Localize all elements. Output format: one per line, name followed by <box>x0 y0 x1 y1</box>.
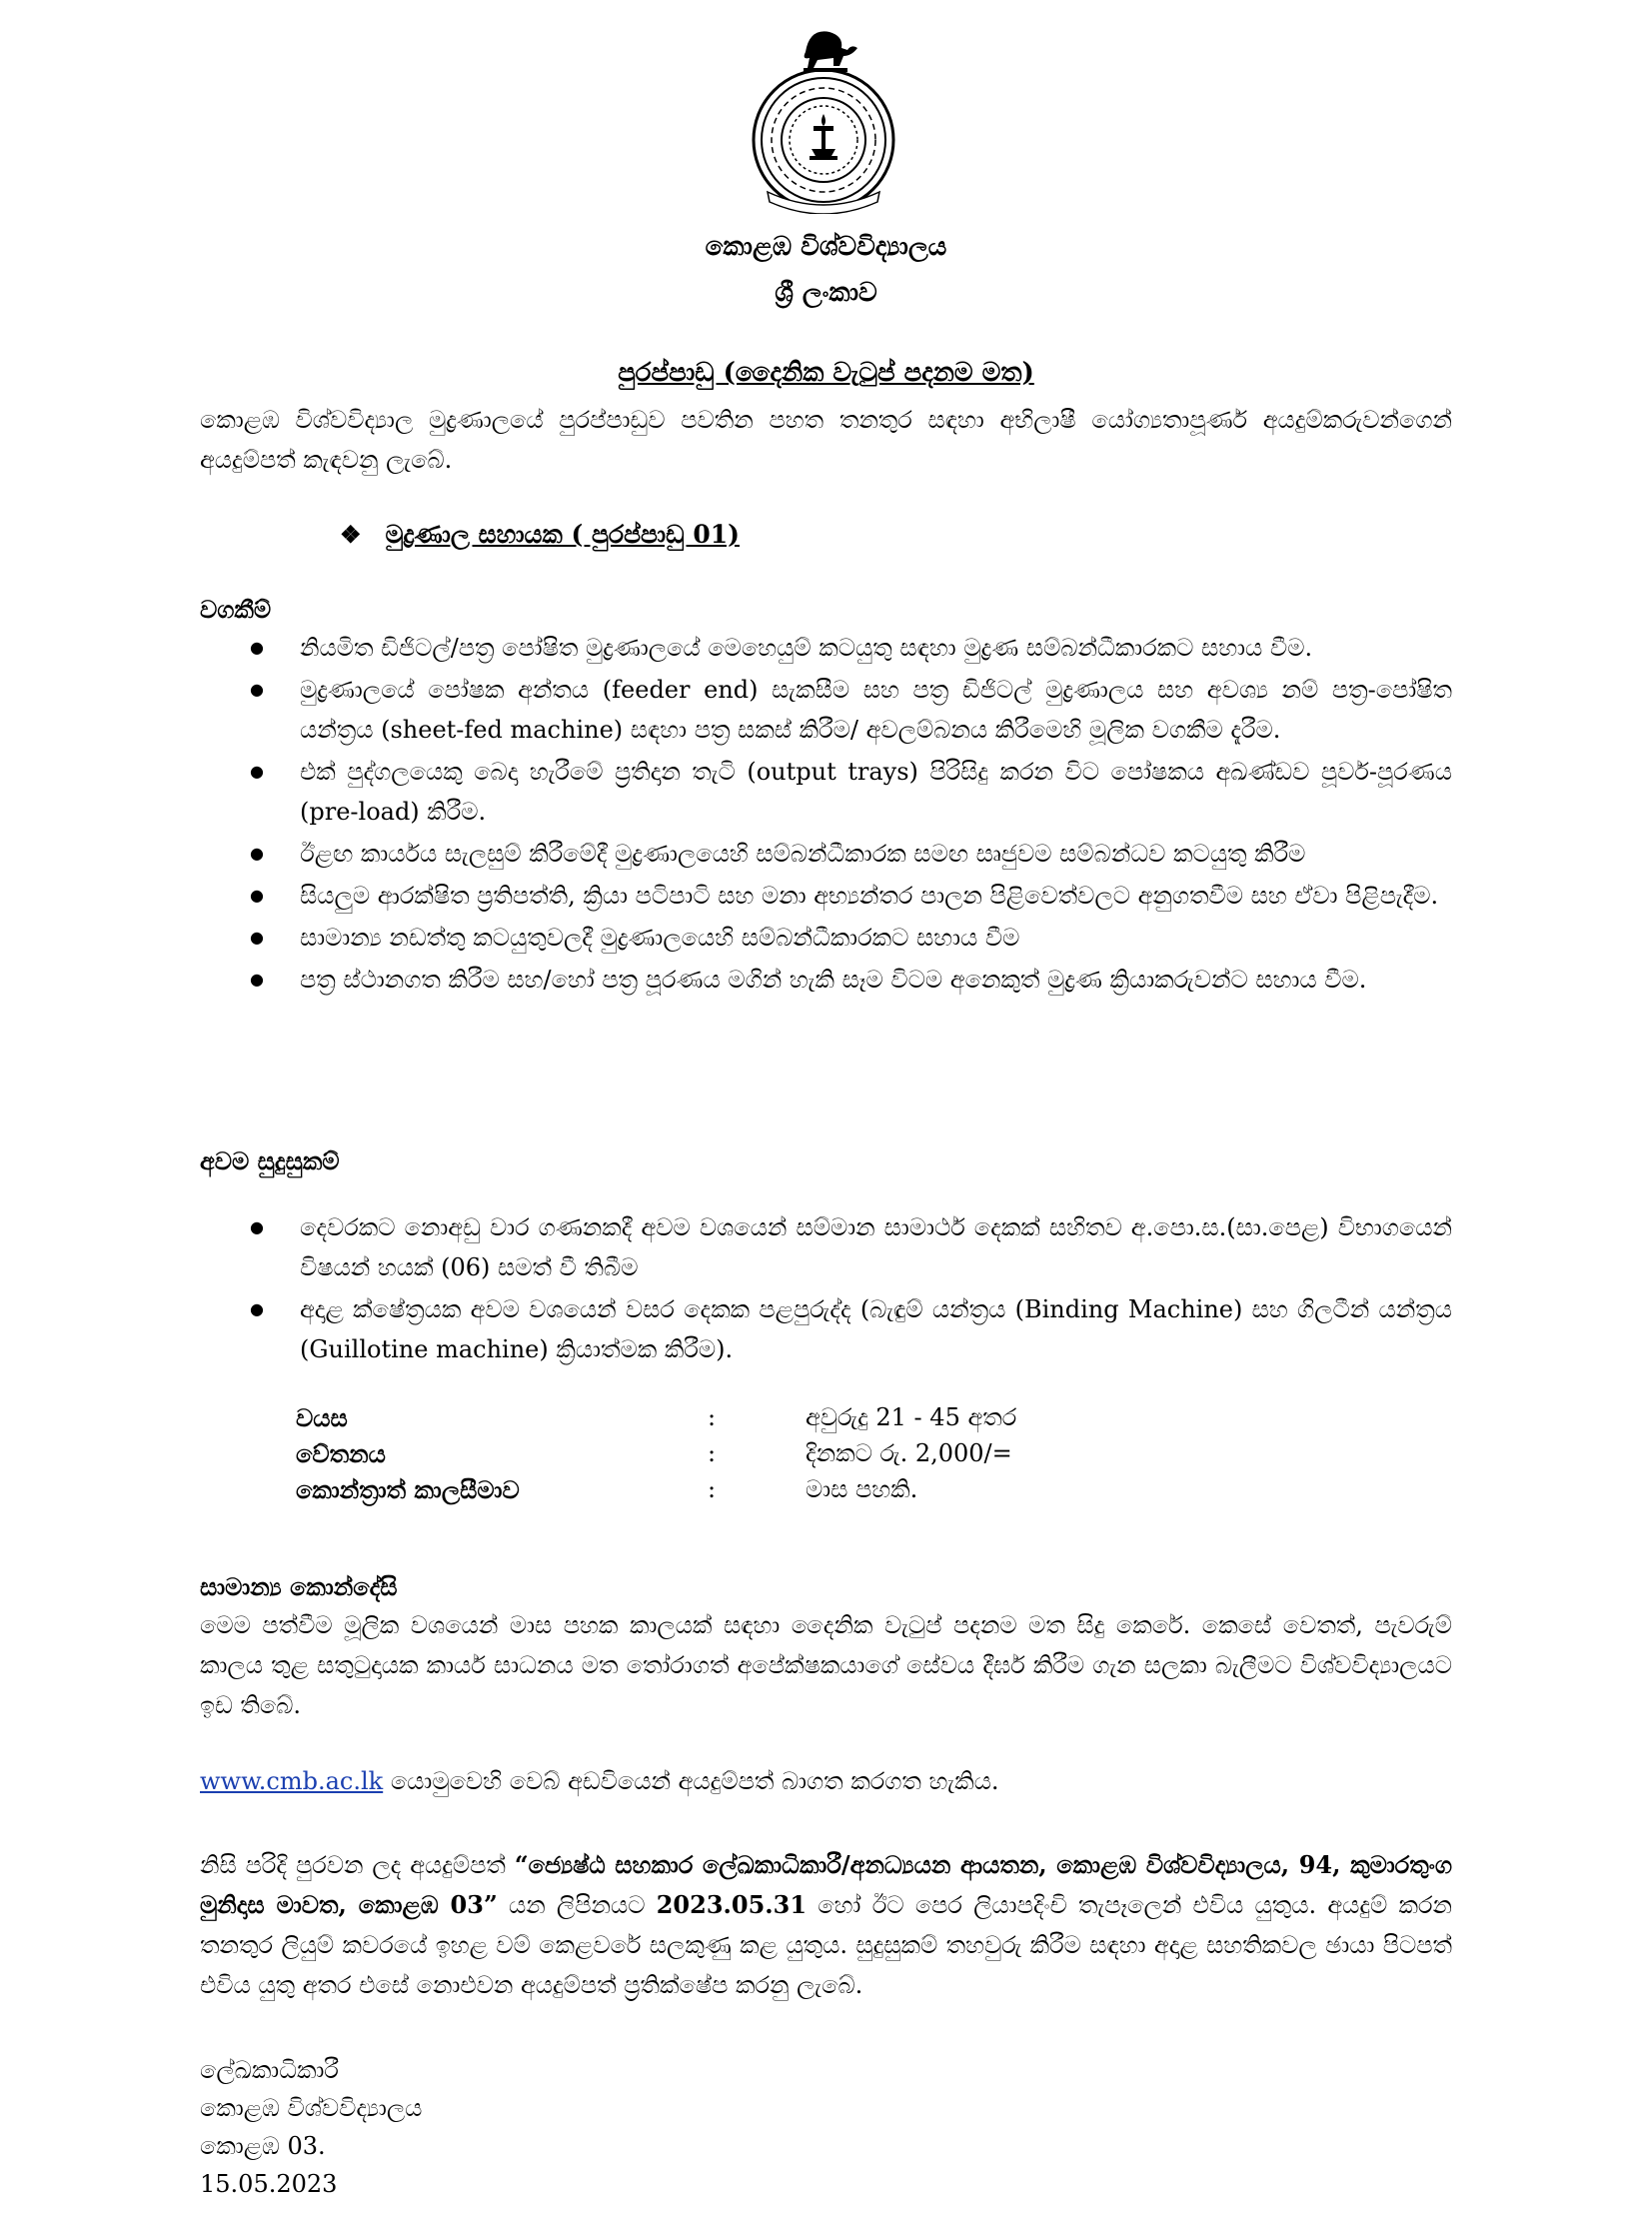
list-item: ● නියමිත ඩිජිටල්/පත්‍ර පෝෂිත මුද්‍රණාලයේ මෙහෙයුම් කටයුතු සඳහා මුද්‍රණ සම්බන්ධීකාරකට සහාය වීම. <box>200 628 1452 668</box>
submission-text: නිසි පරිදි පුරවන ලද අයදුම්පත් <box>200 1851 515 1879</box>
detail-separator: : <box>708 1439 717 1467</box>
intro-paragraph: කොළඹ විශ්වවිද්‍යාල මුද්‍රණාලයේ පුරප්පාඩුව පවතින පහත තනතුර සඳහා අභිලාෂී යෝග්‍යතාපූර්ණ අයදුම්කරුවන්ගෙන් අයදුම්පත් කැඳවනු ලැබේ. <box>200 406 1452 474</box>
list-item: ● අදාළ ක්ෂේත්‍රයක අවම වශයෙන් වසර දෙකක පළපුරුද්ද (බැඳුම් යන්ත්‍රය (Binding Machine) සහ ගිලටීන් යන්ත්‍රය (Guillotine machine) ක්‍රියාත්මක කිරීම). <box>200 1289 1452 1369</box>
closing-date: 2023.05.31 <box>656 1890 808 1919</box>
list-item: ● ඊළඟ කාර්යය සැලසුම් කිරීමේදී මුද්‍රණාලයෙහි සම්බන්ධීකාරක සමඟ සෘජුවම සම්බන්ධව කටයුතු කිරීම <box>200 834 1452 874</box>
list-item: ● මුද්‍රණාලයේ පෝෂක අන්තය (feeder end) සැකසීම සහ පත්‍ර ඩිජිටල් මුද්‍රණාලය සහ අවශ්‍ය නම් පත්‍ර-පෝෂිත යන්ත්‍රය (sheet-fed machine) සඳහා පත්‍ර සකස් කිරීම/ අවලම්බනය කිරීමෙහි මූලික වගකීම දැරීම. <box>200 670 1452 750</box>
notice-title: පුරප්පාඩු (දෛනික වැටුප් පදනම මත) <box>618 358 1034 388</box>
detail-value: මාස පහකි. <box>806 1475 918 1503</box>
detail-label: වයස <box>296 1403 348 1432</box>
qualifications-heading: අවම සුදුසුකම් <box>200 1146 340 1175</box>
signature-block <box>200 2051 1452 2203</box>
diamond-bullet-icon: ❖ <box>340 520 362 549</box>
signature-date: 15.05.2023 <box>200 2170 338 2198</box>
list-item: ● එක් පුද්ගලයෙකු බෙදා හැරීමේ ප්‍රතිදාන තැටි (output trays) පිරිසිදු කරන විට පෝෂකය අඛණ්ඩව පූර්ව-පූරණය (pre-load) කිරීම. <box>200 752 1452 832</box>
university-crest-icon <box>748 22 899 214</box>
detail-separator: : <box>708 1475 717 1503</box>
detail-label: කොන්ත්‍රාත් කාලසීමාව <box>296 1475 520 1504</box>
website-link[interactable]: www.cmb.ac.lk <box>200 1767 384 1795</box>
duties-list <box>200 628 1452 1002</box>
detail-separator: : <box>708 1403 717 1431</box>
detail-label: වේතනය <box>296 1439 386 1468</box>
submission-text: යන ලිපිනයට <box>497 1891 657 1919</box>
country-name: ශ්‍රී ලංකාව <box>775 278 877 308</box>
detail-value: දිනකට රු. 2,000/= <box>806 1439 1012 1467</box>
signature-title: ලේඛකාධිකාරී <box>200 2056 339 2084</box>
detail-value: අවුරුදු 21 - 45 අතර <box>806 1403 1017 1431</box>
institution-name: කොළඹ විශ්වවිද්‍යාලය <box>705 232 947 262</box>
table-row <box>296 1439 1016 1475</box>
signature-institution: කොළඹ විශ්වවිද්‍යාලය <box>200 2094 423 2122</box>
signature-city: කොළඹ 03. <box>200 2132 326 2160</box>
qualifications-list <box>200 1207 1452 1371</box>
conditions-paragraph: මෙම පත්වීම මූලික වශයෙන් මාස පහක කාලයක් සඳහා දෛනික වැටුප් පදනම මත සිදු කෙරේ. කෙසේ වෙතත්, පැවරුම් කාලය තුළ සතුටුදායක කාර්ය සාධනය මත තෝරාගත් අපේක්ෂකයාගේ සේවය දීර්ඝ කිරීම ගැන සලකා බැලීමට විශ්වවිද්‍යාලයට ඉඩ තිබේ. <box>200 1611 1452 1719</box>
submission-address: “ජ්‍යෙෂ්ඨ සහකාර ලේඛකාධිකාරී/අනධ්‍යයන ආයතන, කොළඹ විශ්වවිද්‍යාලය, 94, කුමාරතුංග මුනිදාස මාවත, කොළඹ 03” <box>200 1850 1452 1919</box>
download-paragraph <box>200 1761 1452 1801</box>
list-item: ● පත්‍ර ස්ථානගත කිරීම සහ/හෝ පත්‍ර පූරණය මගින් හැකි සෑම විටම අනෙකුත් මුද්‍රණ ක්‍රියාකරුවන්ට සහාය වීම. <box>200 960 1452 1000</box>
list-item: ● දෙවරකට නොඅඩු වාර ගණනකදී අවම වශයෙන් සම්මාන සාමාර්ථ දෙකක් සහිතව අ.පො.ස.(සා.පෙළ) විභාගයෙන් විෂයන් හයක් (06) සමත් වී තිබීම <box>200 1207 1452 1287</box>
position-details <box>296 1403 1016 1511</box>
download-text: යොමුවෙහි වෙබ් අඩවියෙන් අයදුම්පත් බාගත කරගත හැකිය. <box>383 1767 999 1795</box>
conditions-heading: සාමාන්‍ය කොන්දේසි <box>200 1572 398 1601</box>
table-row <box>296 1475 1016 1511</box>
table-row <box>296 1403 1016 1439</box>
list-item: ● සියලුම ආරක්ෂිත ප්‍රතිපත්ති, ක්‍රියා පටිපාටි සහ මනා අභ්‍යන්තර පාලන පිළිවෙත්වලට අනුගතවීම සහ ඒවා පිළිපැදීම. <box>200 876 1452 916</box>
submission-text: හෝ ඊට පෙර ලියාපදිංචි තැපෑලෙන් එවිය යුතුය. අයදුම් කරන තනතුර ලියුම් කවරයේ ඉහළ වම් කෙළවරේ සලකුණු කළ යුතුය. සුදුසුකම් තහවුරු කිරීම සඳහා අදාළ සහතිකවල ඡායා පිටපත් එවිය යුතු අතර එසේ නොඑවන අයදුම්පත් ප්‍රතික්ෂේප කරනු ලැබේ. <box>200 1891 1452 1999</box>
submission-paragraph <box>200 1845 1452 2005</box>
duties-heading: වගකීම් <box>200 595 272 624</box>
post-label: මුද්‍රණාල සහායක ( පුරප්පාඩු 01) <box>385 520 741 549</box>
post-title <box>340 520 740 550</box>
list-item: ● සාමාන්‍ය නඩත්තු කටයුතුවලදී මුද්‍රණාලයෙහි සම්බන්ධීකාරකට සහාය වීම <box>200 918 1452 958</box>
